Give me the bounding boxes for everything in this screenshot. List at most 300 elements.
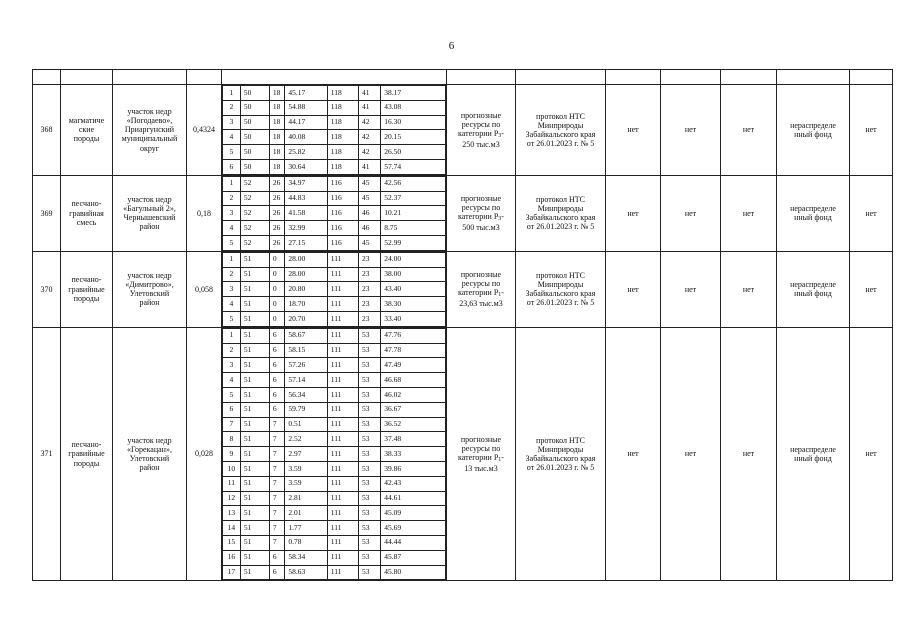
resources-category-index: 3 bbox=[498, 133, 502, 140]
lat-seconds: 30.64 bbox=[285, 159, 327, 174]
lat-degrees: 51 bbox=[240, 343, 269, 358]
lon-minutes: 53 bbox=[359, 491, 381, 506]
head-cell bbox=[721, 70, 777, 85]
lat-degrees: 51 bbox=[240, 328, 269, 343]
lon-degrees: 118 bbox=[327, 100, 358, 115]
lat-minutes: 0 bbox=[269, 282, 285, 297]
coordinates-cell bbox=[222, 175, 447, 251]
coordinate-row bbox=[223, 145, 446, 160]
head-cell bbox=[850, 70, 893, 85]
lat-degrees: 51 bbox=[240, 282, 269, 297]
lat-degrees: 51 bbox=[240, 447, 269, 462]
site-area: 0,4324 bbox=[187, 85, 222, 176]
lat-degrees: 51 bbox=[240, 506, 269, 521]
lat-minutes: 0 bbox=[269, 267, 285, 282]
lat-degrees: 51 bbox=[240, 476, 269, 491]
lat-seconds: 2.52 bbox=[285, 432, 327, 447]
lat-degrees: 52 bbox=[240, 206, 269, 221]
lon-degrees: 111 bbox=[327, 358, 358, 373]
row-number: 368 bbox=[33, 85, 61, 176]
coordinate-row bbox=[223, 311, 446, 326]
lat-minutes: 7 bbox=[269, 432, 285, 447]
lat-minutes: 18 bbox=[269, 145, 285, 160]
point-number: 1 bbox=[223, 328, 241, 343]
resources-text: прогнозные ресурсы по категории P bbox=[458, 194, 502, 222]
lon-minutes: 23 bbox=[359, 297, 381, 312]
resources-category-index: 3 bbox=[498, 216, 502, 223]
lon-degrees: 111 bbox=[327, 491, 358, 506]
page-number: 6 bbox=[448, 40, 455, 52]
point-number: 2 bbox=[223, 100, 241, 115]
status-cell-c: нет bbox=[721, 175, 777, 251]
lat-seconds: 57.26 bbox=[285, 358, 327, 373]
resources-category-index: 1 bbox=[498, 457, 502, 464]
lon-minutes: 42 bbox=[359, 115, 381, 130]
coordinates-table bbox=[222, 85, 446, 175]
lat-minutes: 7 bbox=[269, 461, 285, 476]
coordinate-row bbox=[223, 417, 446, 432]
lon-degrees: 116 bbox=[327, 206, 358, 221]
coordinate-row bbox=[223, 402, 446, 417]
lat-minutes: 0 bbox=[269, 297, 285, 312]
approval-document: протокол НТС Минприроды Забайкальского края от 26.01.2023 г. № 5 bbox=[516, 327, 606, 581]
site-name: участок недр «Горекацан», Улетовский район bbox=[113, 327, 187, 581]
lat-minutes: 7 bbox=[269, 417, 285, 432]
lat-degrees: 50 bbox=[240, 145, 269, 160]
mineral-type: песчано- гравийные породы bbox=[61, 251, 113, 327]
lon-degrees: 118 bbox=[327, 145, 358, 160]
status-cell-d: нет bbox=[850, 175, 893, 251]
lon-minutes: 53 bbox=[359, 461, 381, 476]
resources-estimate bbox=[447, 327, 516, 581]
lon-minutes: 46 bbox=[359, 206, 381, 221]
lon-seconds: 47.76 bbox=[381, 328, 446, 343]
lat-seconds: 18.70 bbox=[285, 297, 327, 312]
lon-minutes: 41 bbox=[359, 100, 381, 115]
approval-document: протокол НТС Минприроды Забайкальского края от 26.01.2023 г. № 5 bbox=[516, 175, 606, 251]
lat-degrees: 51 bbox=[240, 311, 269, 326]
lat-minutes: 26 bbox=[269, 235, 285, 250]
resources-amount: - 250 тыс.м3 bbox=[462, 129, 504, 149]
lon-minutes: 42 bbox=[359, 145, 381, 160]
point-number: 4 bbox=[223, 221, 241, 236]
registry-body bbox=[33, 70, 893, 581]
lat-degrees: 51 bbox=[240, 267, 269, 282]
point-number: 3 bbox=[223, 206, 241, 221]
coordinate-row bbox=[223, 235, 446, 250]
lat-degrees: 52 bbox=[240, 235, 269, 250]
row-number: 370 bbox=[33, 251, 61, 327]
lon-minutes: 53 bbox=[359, 373, 381, 388]
lon-seconds: 16.30 bbox=[381, 115, 446, 130]
lon-seconds: 42.43 bbox=[381, 476, 446, 491]
point-number: 4 bbox=[223, 373, 241, 388]
coordinate-row bbox=[223, 343, 446, 358]
registry-table bbox=[32, 69, 893, 581]
site-area: 0,028 bbox=[187, 327, 222, 581]
point-number: 8 bbox=[223, 432, 241, 447]
lat-minutes: 26 bbox=[269, 191, 285, 206]
lon-minutes: 23 bbox=[359, 311, 381, 326]
head-cell bbox=[447, 70, 516, 85]
point-number: 6 bbox=[223, 402, 241, 417]
lat-degrees: 51 bbox=[240, 461, 269, 476]
lat-minutes: 18 bbox=[269, 100, 285, 115]
lon-degrees: 111 bbox=[327, 417, 358, 432]
lat-minutes: 18 bbox=[269, 86, 285, 101]
lat-degrees: 51 bbox=[240, 432, 269, 447]
lon-degrees: 111 bbox=[327, 252, 358, 267]
lon-seconds: 52.37 bbox=[381, 191, 446, 206]
coordinate-row bbox=[223, 476, 446, 491]
coordinate-row bbox=[223, 297, 446, 312]
point-number: 6 bbox=[223, 159, 241, 174]
lon-seconds: 45.80 bbox=[381, 565, 446, 580]
approval-document: протокол НТС Минприроды Забайкальского края от 26.01.2023 г. № 5 bbox=[516, 85, 606, 176]
head-cell bbox=[606, 70, 661, 85]
lat-minutes: 0 bbox=[269, 252, 285, 267]
coordinate-row bbox=[223, 206, 446, 221]
point-number: 2 bbox=[223, 191, 241, 206]
lat-minutes: 6 bbox=[269, 358, 285, 373]
lat-seconds: 34.97 bbox=[285, 176, 327, 191]
lat-degrees: 50 bbox=[240, 100, 269, 115]
status-cell-c: нет bbox=[721, 327, 777, 581]
lat-degrees: 52 bbox=[240, 191, 269, 206]
lat-seconds: 58.63 bbox=[285, 565, 327, 580]
lon-minutes: 53 bbox=[359, 402, 381, 417]
coordinate-row bbox=[223, 565, 446, 580]
lon-degrees: 111 bbox=[327, 461, 358, 476]
status-cell-a: нет bbox=[606, 327, 661, 581]
lat-seconds: 20.70 bbox=[285, 311, 327, 326]
lon-degrees: 116 bbox=[327, 235, 358, 250]
lon-seconds: 38.00 bbox=[381, 267, 446, 282]
point-number: 4 bbox=[223, 130, 241, 145]
lon-seconds: 44.61 bbox=[381, 491, 446, 506]
lon-minutes: 23 bbox=[359, 282, 381, 297]
lon-seconds: 26.50 bbox=[381, 145, 446, 160]
lat-seconds: 54.88 bbox=[285, 100, 327, 115]
point-number: 2 bbox=[223, 343, 241, 358]
lat-degrees: 51 bbox=[240, 373, 269, 388]
lon-degrees: 111 bbox=[327, 402, 358, 417]
lat-minutes: 26 bbox=[269, 221, 285, 236]
point-number: 5 bbox=[223, 235, 241, 250]
coordinate-row bbox=[223, 387, 446, 402]
lat-seconds: 1.77 bbox=[285, 521, 327, 536]
status-cell-a: нет bbox=[606, 175, 661, 251]
lat-minutes: 7 bbox=[269, 521, 285, 536]
resources-text: прогнозные ресурсы по категории P bbox=[458, 110, 502, 139]
lat-degrees: 52 bbox=[240, 221, 269, 236]
lat-minutes: 6 bbox=[269, 373, 285, 388]
lat-seconds: 58.67 bbox=[285, 328, 327, 343]
coordinate-row bbox=[223, 100, 446, 115]
lon-minutes: 53 bbox=[359, 417, 381, 432]
lon-degrees: 111 bbox=[327, 521, 358, 536]
lat-degrees: 50 bbox=[240, 159, 269, 174]
site-name: участок недр «Димитрово», Улетовский район bbox=[113, 251, 187, 327]
lat-degrees: 51 bbox=[240, 565, 269, 580]
lon-minutes: 53 bbox=[359, 550, 381, 565]
lon-minutes: 53 bbox=[359, 358, 381, 373]
coordinate-row bbox=[223, 115, 446, 130]
lon-seconds: 10.21 bbox=[381, 206, 446, 221]
status-cell-a: нет bbox=[606, 85, 661, 176]
registry-sheet bbox=[32, 69, 892, 619]
lon-degrees: 111 bbox=[327, 550, 358, 565]
lat-seconds: 59.79 bbox=[285, 402, 327, 417]
head-cell bbox=[187, 70, 222, 85]
resources-text: прогнозные ресурсы по категории P bbox=[458, 270, 502, 298]
lon-degrees: 111 bbox=[327, 343, 358, 358]
lat-seconds: 41.58 bbox=[285, 206, 327, 221]
lat-seconds: 2.01 bbox=[285, 506, 327, 521]
coordinate-row bbox=[223, 252, 446, 267]
coordinate-row bbox=[223, 358, 446, 373]
status-cell-b: нет bbox=[661, 251, 721, 327]
registry-row bbox=[33, 85, 893, 176]
lon-seconds: 24.00 bbox=[381, 252, 446, 267]
head-cell bbox=[516, 70, 606, 85]
lon-degrees: 111 bbox=[327, 565, 358, 580]
lat-minutes: 7 bbox=[269, 447, 285, 462]
lon-minutes: 23 bbox=[359, 267, 381, 282]
status-cell-d: нет bbox=[850, 85, 893, 176]
lon-degrees: 118 bbox=[327, 159, 358, 174]
point-number: 13 bbox=[223, 506, 241, 521]
coordinate-row bbox=[223, 506, 446, 521]
lon-degrees: 111 bbox=[327, 432, 358, 447]
lon-seconds: 52.99 bbox=[381, 235, 446, 250]
lon-seconds: 44.44 bbox=[381, 535, 446, 550]
lon-degrees: 111 bbox=[327, 387, 358, 402]
coordinate-row bbox=[223, 550, 446, 565]
coordinate-row bbox=[223, 130, 446, 145]
lat-seconds: 27.15 bbox=[285, 235, 327, 250]
lon-degrees: 111 bbox=[327, 282, 358, 297]
lon-minutes: 53 bbox=[359, 476, 381, 491]
lon-degrees: 118 bbox=[327, 130, 358, 145]
coordinate-row bbox=[223, 447, 446, 462]
lon-minutes: 45 bbox=[359, 176, 381, 191]
resources-estimate bbox=[447, 85, 516, 176]
coordinate-row bbox=[223, 86, 446, 101]
head-cell bbox=[661, 70, 721, 85]
lon-minutes: 41 bbox=[359, 86, 381, 101]
mineral-type: песчано- гравийная смесь bbox=[61, 175, 113, 251]
resources-amount: - 23,63 тыс.м3 bbox=[459, 288, 504, 309]
site-name: участок недр «Погодаево», Приаргунский муниципальный округ bbox=[113, 85, 187, 176]
lat-seconds: 45.17 bbox=[285, 86, 327, 101]
head-cell bbox=[777, 70, 850, 85]
point-number: 5 bbox=[223, 145, 241, 160]
point-number: 3 bbox=[223, 282, 241, 297]
lon-seconds: 36.67 bbox=[381, 402, 446, 417]
point-number: 5 bbox=[223, 387, 241, 402]
point-number: 17 bbox=[223, 565, 241, 580]
site-area: 0,058 bbox=[187, 251, 222, 327]
lon-degrees: 111 bbox=[327, 311, 358, 326]
lon-degrees: 111 bbox=[327, 476, 358, 491]
site-name: участок недр «Багульный 2», Чернышевский район bbox=[113, 175, 187, 251]
lon-seconds: 8.75 bbox=[381, 221, 446, 236]
point-number: 10 bbox=[223, 461, 241, 476]
point-number: 14 bbox=[223, 521, 241, 536]
lat-degrees: 50 bbox=[240, 86, 269, 101]
head-cell bbox=[113, 70, 187, 85]
lat-seconds: 58.15 bbox=[285, 343, 327, 358]
lat-minutes: 0 bbox=[269, 311, 285, 326]
lat-seconds: 44.17 bbox=[285, 115, 327, 130]
status-cell-b: нет bbox=[661, 175, 721, 251]
lon-minutes: 53 bbox=[359, 521, 381, 536]
lat-degrees: 51 bbox=[240, 387, 269, 402]
lon-minutes: 42 bbox=[359, 130, 381, 145]
lat-seconds: 40.08 bbox=[285, 130, 327, 145]
status-cell-d: нет bbox=[850, 327, 893, 581]
row-number: 371 bbox=[33, 327, 61, 581]
lat-minutes: 7 bbox=[269, 506, 285, 521]
lat-degrees: 51 bbox=[240, 417, 269, 432]
point-number: 2 bbox=[223, 267, 241, 282]
coordinates-table bbox=[222, 252, 446, 327]
lat-minutes: 6 bbox=[269, 402, 285, 417]
lat-seconds: 0.78 bbox=[285, 535, 327, 550]
lat-seconds: 25.82 bbox=[285, 145, 327, 160]
point-number: 3 bbox=[223, 358, 241, 373]
fund-status: нераспределе нный фонд bbox=[777, 251, 850, 327]
lat-degrees: 51 bbox=[240, 491, 269, 506]
registry-row bbox=[33, 327, 893, 581]
lon-seconds: 45.09 bbox=[381, 506, 446, 521]
point-number: 15 bbox=[223, 535, 241, 550]
coordinate-row bbox=[223, 461, 446, 476]
point-number: 7 bbox=[223, 417, 241, 432]
coordinate-row bbox=[223, 221, 446, 236]
lon-seconds: 47.49 bbox=[381, 358, 446, 373]
lat-minutes: 7 bbox=[269, 535, 285, 550]
lat-degrees: 51 bbox=[240, 550, 269, 565]
lat-minutes: 18 bbox=[269, 159, 285, 174]
site-area: 0,18 bbox=[187, 175, 222, 251]
coordinates-table bbox=[222, 176, 446, 251]
point-number: 11 bbox=[223, 476, 241, 491]
lon-seconds: 43.40 bbox=[381, 282, 446, 297]
coordinate-row bbox=[223, 373, 446, 388]
point-number: 16 bbox=[223, 550, 241, 565]
lat-degrees: 52 bbox=[240, 176, 269, 191]
lat-seconds: 58.34 bbox=[285, 550, 327, 565]
status-cell-b: нет bbox=[661, 327, 721, 581]
fund-status: нераспределе нный фонд bbox=[777, 85, 850, 176]
lon-degrees: 111 bbox=[327, 328, 358, 343]
resources-estimate bbox=[447, 175, 516, 251]
lon-seconds: 20.15 bbox=[381, 130, 446, 145]
lat-seconds: 2.97 bbox=[285, 447, 327, 462]
lat-minutes: 26 bbox=[269, 206, 285, 221]
lon-minutes: 53 bbox=[359, 328, 381, 343]
lon-seconds: 42.56 bbox=[381, 176, 446, 191]
lon-degrees: 118 bbox=[327, 115, 358, 130]
lat-degrees: 50 bbox=[240, 130, 269, 145]
coordinate-row bbox=[223, 159, 446, 174]
point-number: 3 bbox=[223, 115, 241, 130]
coordinate-row bbox=[223, 521, 446, 536]
coordinate-row bbox=[223, 491, 446, 506]
lon-seconds: 37.48 bbox=[381, 432, 446, 447]
approval-document: протокол НТС Минприроды Забайкальского края от 26.01.2023 г. № 5 bbox=[516, 251, 606, 327]
lon-minutes: 45 bbox=[359, 235, 381, 250]
lat-minutes: 18 bbox=[269, 115, 285, 130]
lon-seconds: 43.08 bbox=[381, 100, 446, 115]
lon-minutes: 41 bbox=[359, 159, 381, 174]
lat-seconds: 3.59 bbox=[285, 476, 327, 491]
point-number: 1 bbox=[223, 252, 241, 267]
lon-seconds: 39.86 bbox=[381, 461, 446, 476]
registry-row bbox=[33, 175, 893, 251]
status-cell-c: нет bbox=[721, 251, 777, 327]
lon-degrees: 111 bbox=[327, 535, 358, 550]
lon-degrees: 118 bbox=[327, 86, 358, 101]
lon-minutes: 53 bbox=[359, 565, 381, 580]
coordinates-table bbox=[222, 328, 446, 581]
point-number: 5 bbox=[223, 311, 241, 326]
lat-minutes: 6 bbox=[269, 343, 285, 358]
lat-minutes: 6 bbox=[269, 550, 285, 565]
resources-amount: - 500 тыс.м3 bbox=[462, 212, 504, 233]
lon-seconds: 47.78 bbox=[381, 343, 446, 358]
lon-minutes: 23 bbox=[359, 252, 381, 267]
lat-degrees: 50 bbox=[240, 115, 269, 130]
coordinates-cell bbox=[222, 327, 447, 581]
head-cell bbox=[33, 70, 61, 85]
lat-minutes: 18 bbox=[269, 130, 285, 145]
lon-minutes: 53 bbox=[359, 387, 381, 402]
coordinate-row bbox=[223, 176, 446, 191]
lat-seconds: 32.99 bbox=[285, 221, 327, 236]
lat-minutes: 7 bbox=[269, 491, 285, 506]
lat-degrees: 51 bbox=[240, 521, 269, 536]
row-number: 369 bbox=[33, 175, 61, 251]
lon-seconds: 45.69 bbox=[381, 521, 446, 536]
lon-degrees: 111 bbox=[327, 506, 358, 521]
point-number: 9 bbox=[223, 447, 241, 462]
lon-degrees: 116 bbox=[327, 191, 358, 206]
coordinate-row bbox=[223, 191, 446, 206]
lat-degrees: 51 bbox=[240, 535, 269, 550]
resources-text: прогнозные ресурсы по категории P bbox=[458, 434, 502, 463]
lat-minutes: 7 bbox=[269, 476, 285, 491]
lat-degrees: 51 bbox=[240, 402, 269, 417]
status-cell-d: нет bbox=[850, 251, 893, 327]
point-number: 1 bbox=[223, 176, 241, 191]
lon-seconds: 38.30 bbox=[381, 297, 446, 312]
lat-minutes: 26 bbox=[269, 176, 285, 191]
point-number: 12 bbox=[223, 491, 241, 506]
head-cell bbox=[222, 70, 447, 85]
coordinate-row bbox=[223, 535, 446, 550]
lon-degrees: 116 bbox=[327, 221, 358, 236]
lat-seconds: 0.51 bbox=[285, 417, 327, 432]
header-continuation-row bbox=[33, 70, 893, 85]
fund-status: нераспределе нный фонд bbox=[777, 327, 850, 581]
lon-degrees: 111 bbox=[327, 267, 358, 282]
coordinates-cell bbox=[222, 251, 447, 327]
status-cell-b: нет bbox=[661, 85, 721, 176]
status-cell-a: нет bbox=[606, 251, 661, 327]
